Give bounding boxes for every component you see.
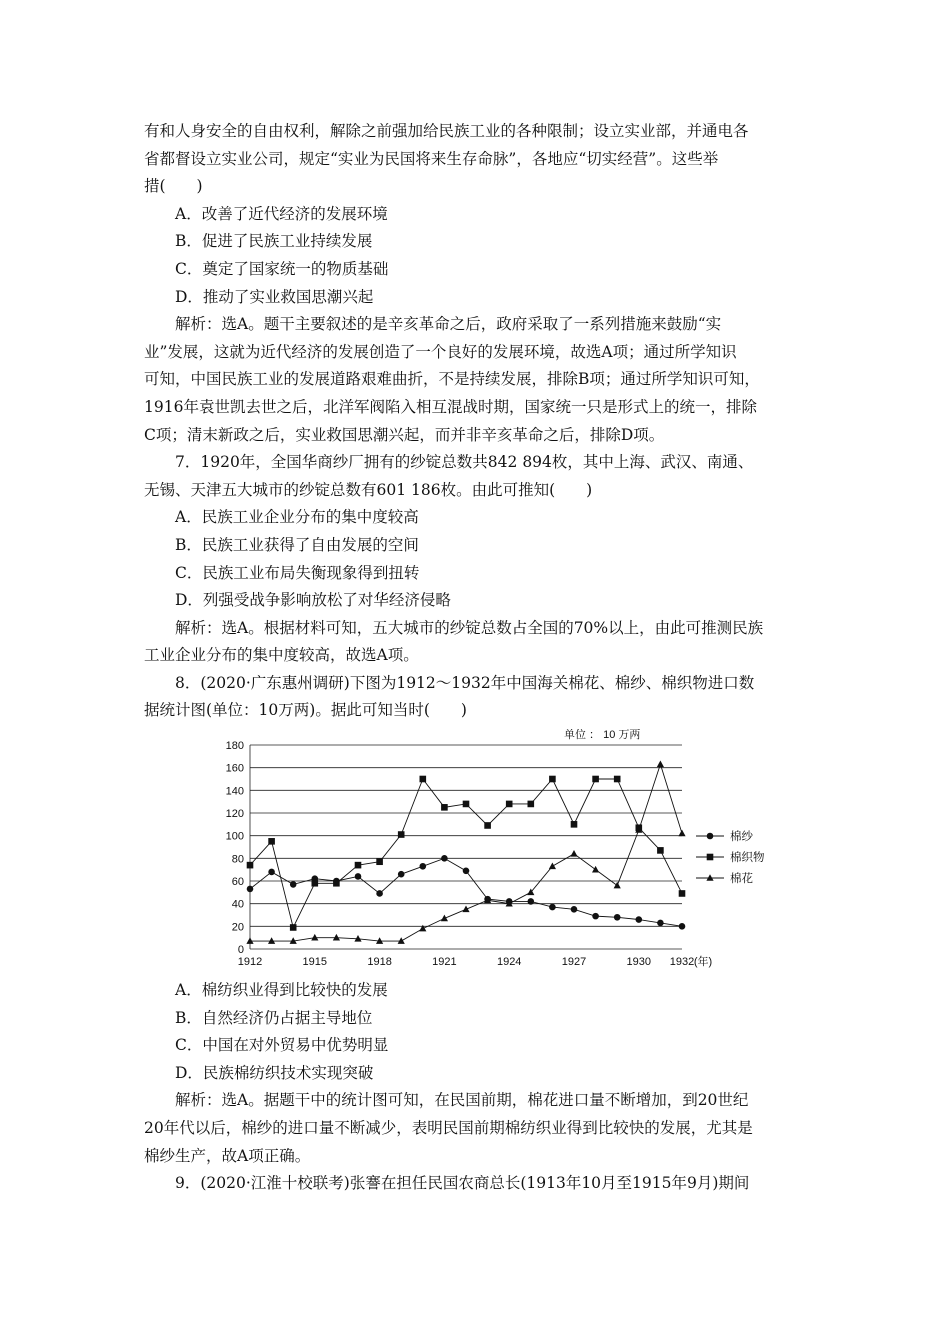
x-tick-label: 1912 — [237, 956, 263, 969]
data-point-square — [614, 776, 621, 783]
data-point-square — [333, 880, 340, 887]
q7-analysis-line: 工业企业分布的集中度较高，故选A项。 — [144, 646, 419, 665]
q8-stem-line: 据统计图(单位：10万两)。据此可知当时( ) — [144, 701, 467, 720]
data-point-square — [679, 890, 686, 897]
unit-label: 单位 ： 10 万两 — [564, 729, 641, 742]
x-tick-label: 1924 — [496, 956, 522, 969]
y-tick-label: 40 — [231, 898, 244, 911]
data-point-circle — [398, 871, 405, 878]
x-tick-label: 1930 — [626, 956, 652, 969]
q8-analysis-line: 棉纱生产，故A项正确。 — [144, 1146, 311, 1165]
data-point-triangle — [592, 866, 599, 873]
data-point-triangle — [678, 830, 685, 837]
data-point-circle — [614, 914, 621, 921]
data-point-square — [592, 776, 599, 783]
y-tick-label: 60 — [231, 876, 244, 889]
chart-svg — [144, 729, 824, 971]
data-point-circle — [268, 869, 275, 876]
q6-analysis-line: 可知，中国民族工业的发展道路艰难曲折，不是持续发展，排除B项；通过所学知识可知， — [144, 370, 760, 389]
q6-analysis-line: 业”发展，这就为近代经济的发展创造了一个良好的发展环境，故选A项；通过所学知识 — [144, 342, 737, 361]
data-point-square — [420, 776, 427, 783]
data-point-square — [657, 847, 664, 854]
q6-option-c: C．奠定了国家统一的物质基础 — [175, 259, 389, 278]
data-point-circle — [528, 898, 535, 905]
q7-stem-line: 7．1920年，全国华商纱厂拥有的纱锭总数共842 894枚，其中上海、武汉、南通、 — [175, 453, 754, 472]
data-point-triangle — [246, 937, 253, 944]
data-point-square — [376, 858, 383, 865]
data-point-square — [506, 801, 513, 808]
q8-stem-line: 8．(2020·广东惠州调研)下图为1912～1932年中国海关棉花、棉纱、棉织物进口数 — [175, 673, 755, 692]
data-point-square — [463, 801, 470, 808]
x-tick-label: 1921 — [432, 956, 457, 969]
data-point-square — [484, 822, 491, 829]
y-tick-label: 180 — [225, 740, 244, 753]
data-point-triangle — [333, 934, 340, 941]
q7-option-d: D．列强受战争影响放松了对华经济侵略 — [175, 591, 451, 610]
y-tick-label: 20 — [231, 921, 244, 934]
q6-stem-line: 有和人身安全的自由权利，解除之前强加给民族工业的各种限制；设立实业部，并通电各 — [144, 122, 749, 140]
data-point-circle — [290, 881, 297, 888]
data-point-triangle — [419, 925, 426, 932]
legend-marker-triangle — [706, 874, 713, 881]
data-point-circle — [355, 873, 362, 880]
q6-stem-line: 省都督设立实业公司，规定“实业为民国将来生存命脉”，各地应“切实经营”。这些举 — [144, 149, 719, 168]
data-point-square — [312, 880, 319, 887]
q6-option-d: D．推动了实业救国思潮兴起 — [175, 287, 374, 306]
data-point-square — [355, 862, 362, 869]
data-point-circle — [463, 868, 470, 875]
data-point-triangle — [398, 937, 405, 944]
y-tick-label: 80 — [231, 853, 244, 866]
q6-analysis-line: 1916年袁世凯去世之后，北洋军阀陷入相互混战时期，国家统一只是形式上的统一，排除 — [144, 397, 757, 416]
data-point-circle — [247, 886, 254, 893]
data-point-square — [549, 776, 556, 783]
data-point-square — [441, 804, 448, 811]
data-point-triangle — [311, 934, 318, 941]
data-point-circle — [571, 906, 578, 913]
data-point-circle — [679, 923, 686, 930]
x-tick-label: 1927 — [561, 956, 587, 969]
data-point-circle — [420, 863, 427, 870]
data-point-triangle — [462, 906, 469, 913]
data-point-square — [290, 924, 297, 931]
data-point-triangle — [268, 937, 275, 944]
legend-label: 棉纱 — [730, 831, 753, 844]
data-point-circle — [657, 920, 664, 927]
data-point-square — [268, 838, 275, 845]
y-tick-label: 160 — [225, 762, 244, 775]
y-tick-label: 120 — [225, 808, 244, 821]
q8-analysis-line: 解析：选A。据题干中的统计图可知，在民国前期，棉花进口量不断增加，到20世纪 — [175, 1091, 749, 1110]
q7-option-b: B．民族工业获得了自由发展的空间 — [175, 535, 419, 554]
q8-analysis-line: 20年代以后，棉纱的进口量不断减少，表明民国前期棉纺织业得到比较快的发展，尤其是 — [144, 1119, 753, 1138]
q6-analysis-line: C项；清末新政之后，实业救国思潮兴起，而并非辛亥革命之后，排除D项。 — [144, 425, 665, 444]
data-point-triangle — [549, 863, 556, 870]
legend-marker-square — [707, 854, 714, 861]
x-tick-label: 1932 — [669, 956, 695, 969]
data-point-square — [398, 831, 405, 838]
q7-stem-line: 无锡、天津五大城市的纱锭总数有601 186枚。由此可推知( ) — [144, 480, 593, 499]
data-point-square — [528, 801, 535, 808]
x-axis-label: (年) — [693, 956, 713, 969]
legend-label: 棉花 — [730, 873, 753, 886]
data-point-circle — [376, 890, 383, 897]
x-tick-label: 1918 — [367, 956, 392, 969]
q6-option-b: B．促进了民族工业持续发展 — [175, 232, 373, 251]
data-point-circle — [636, 916, 643, 923]
y-tick-label: 0 — [237, 944, 244, 957]
y-tick-label: 100 — [225, 830, 244, 843]
data-point-circle — [549, 904, 556, 911]
data-point-triangle — [570, 850, 577, 857]
legend-label: 棉织物 — [730, 852, 765, 865]
q7-option-a: A．民族工业企业分布的集中度较高 — [175, 508, 419, 527]
data-point-square — [247, 862, 254, 869]
data-point-circle — [592, 913, 599, 920]
q8-option-a: A．棉纺织业得到比较快的发展 — [175, 981, 388, 1000]
q8-option-d: D．民族棉纺织技术实现突破 — [175, 1063, 374, 1082]
q7-option-c: C．民族工业布局失衡现象得到扭转 — [175, 563, 420, 582]
y-tick-label: 140 — [225, 785, 244, 798]
data-point-triangle — [657, 761, 664, 768]
data-point-triangle — [441, 915, 448, 922]
data-point-triangle — [614, 882, 621, 889]
q6-option-a: A．改善了近代经济的发展环境 — [175, 204, 388, 223]
q6-stem-line: 措( ) — [144, 177, 203, 196]
legend-marker-circle — [707, 833, 714, 840]
q8-option-b: B．自然经济仍占据主导地位 — [175, 1008, 373, 1027]
q6-analysis-line: 解析：选A。题干主要叙述的是辛亥革命之后，政府采取了一系列措施来鼓励“实 — [175, 315, 722, 334]
q8-option-c: C．中国在对外贸易中优势明显 — [175, 1036, 389, 1055]
data-point-square — [571, 821, 578, 828]
q7-analysis-line: 解析：选A。根据材料可知，五大城市的纱锭总数占全国的70%以上，由此可推测民族 — [175, 618, 764, 637]
document-page — [144, 118, 824, 1198]
q9-stem-line: 9．(2020·江淮十校联考)张謇在担任民国农商总长(1913年10月至1915年9月)期间 — [175, 1174, 750, 1193]
cotton-import-chart — [144, 729, 824, 971]
x-tick-label: 1915 — [302, 956, 328, 969]
data-point-circle — [441, 855, 448, 862]
